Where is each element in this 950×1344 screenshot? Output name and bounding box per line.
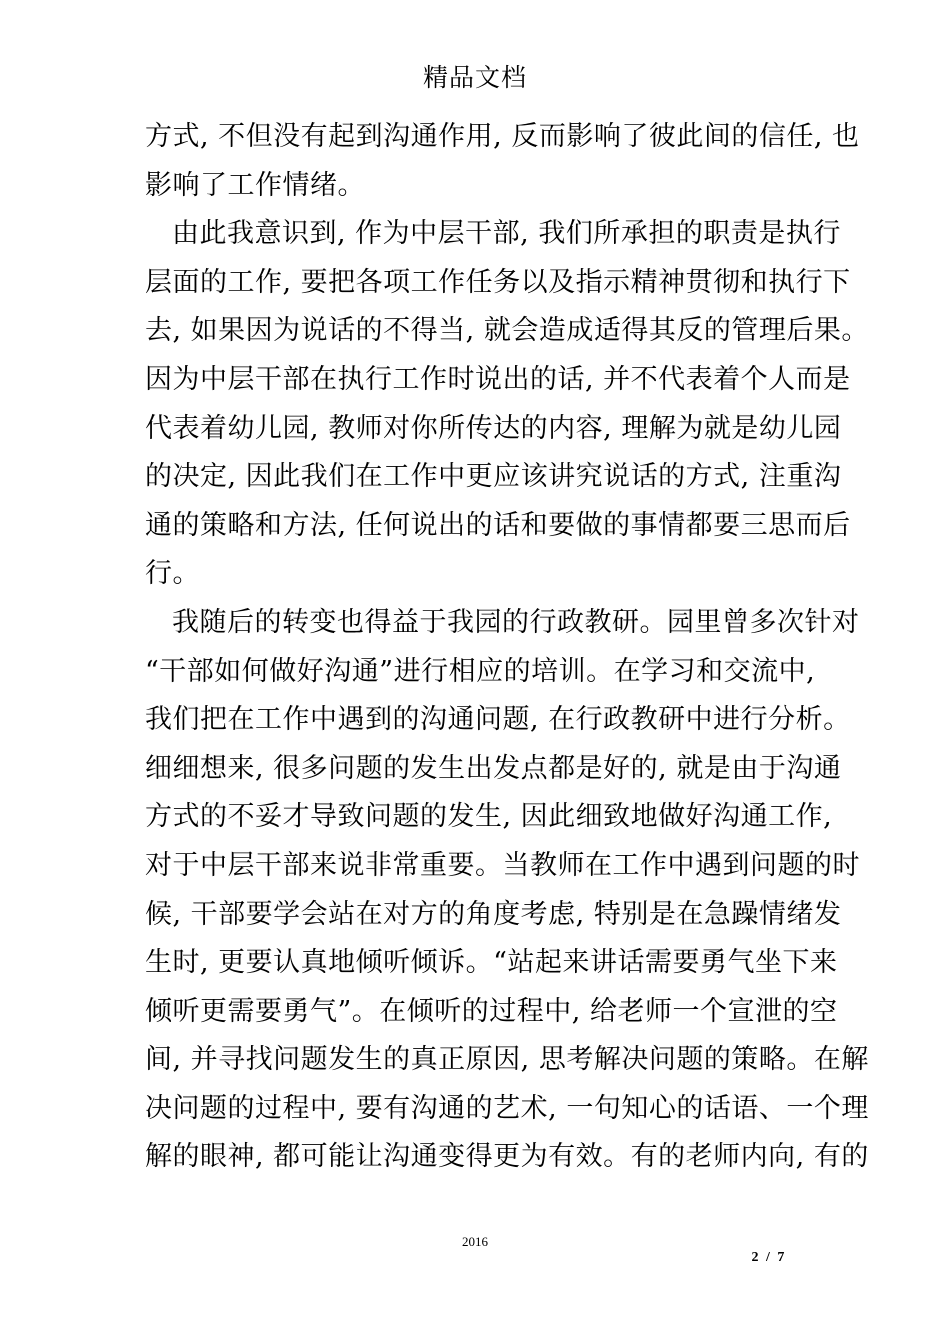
text-line: 由此我意识到, 作为中层干部, 我们所承担的职责是执行 (172, 218, 841, 250)
text-line: 间, 并寻找问题发生的真正原因, 思考解决问题的策略。在解 (145, 1044, 869, 1076)
text-line: 我随后的转变也得益于我园的行政教研。园里曾多次针对 (172, 606, 860, 638)
footer-year: 2016 (462, 1234, 488, 1249)
page-number: 2 / 7 (751, 1250, 785, 1265)
text-line: 去, 如果因为说话的不得当, 就会造成适得其反的管理后果。 (145, 315, 869, 347)
text-line: 代表着幼儿园, 教师对你所传达的内容, 理解为就是幼儿园 (145, 412, 842, 444)
document-body (145, 117, 869, 1186)
text-line: 通的策略和方法, 任何说出的话和要做的事情都要三思而后 (145, 509, 851, 541)
text-line: “干部如何做好沟通”进行相应的培训。在学习和交流中, (145, 655, 816, 687)
text-line: 影响了工作情绪。 (145, 169, 365, 201)
document-header-title: 精品文档 (422, 63, 527, 92)
text-line: 的决定, 因此我们在工作中更应该讲究说话的方式, 注重沟 (145, 461, 842, 493)
text-line: 层面的工作, 要把各项工作任务以及指示精神贯彻和执行下 (145, 266, 851, 298)
text-line: 方式的不妥才导致问题的发生, 因此细致地做好沟通工作, (145, 801, 833, 833)
text-line: 我们把在工作中遇到的沟通问题, 在行政教研中进行分析。 (145, 704, 851, 736)
text-line: 细细想来, 很多问题的发生出发点都是好的, 就是由于沟通 (145, 752, 842, 784)
text-line: 对于中层干部来说非常重要。当教师在工作中遇到问题的时 (145, 849, 860, 881)
text-line: 倾听更需要勇气”。在倾听的过程中, 给老师一个宣泄的空 (145, 995, 838, 1027)
text-line: 方式, 不但没有起到沟通作用, 反而影响了彼此间的信任, 也 (145, 121, 860, 152)
text-line: 行。 (145, 558, 200, 590)
text-line: 解的眼神, 都可能让沟通变得更为有效。有的老师内向, 有的 (145, 1141, 869, 1173)
text-line: 决问题的过程中, 要有沟通的艺术, 一句知心的话语、一个理 (145, 1092, 869, 1124)
text-line: 因为中层干部在执行工作时说出的话, 并不代表着个人而是 (145, 363, 851, 395)
text-line: 生时, 更要认真地倾听倾诉。“站起来讲话需要勇气坐下来 (145, 947, 838, 979)
text-line: 候, 干部要学会站在对方的角度考虑, 特别是在急躁情绪发 (145, 898, 842, 930)
